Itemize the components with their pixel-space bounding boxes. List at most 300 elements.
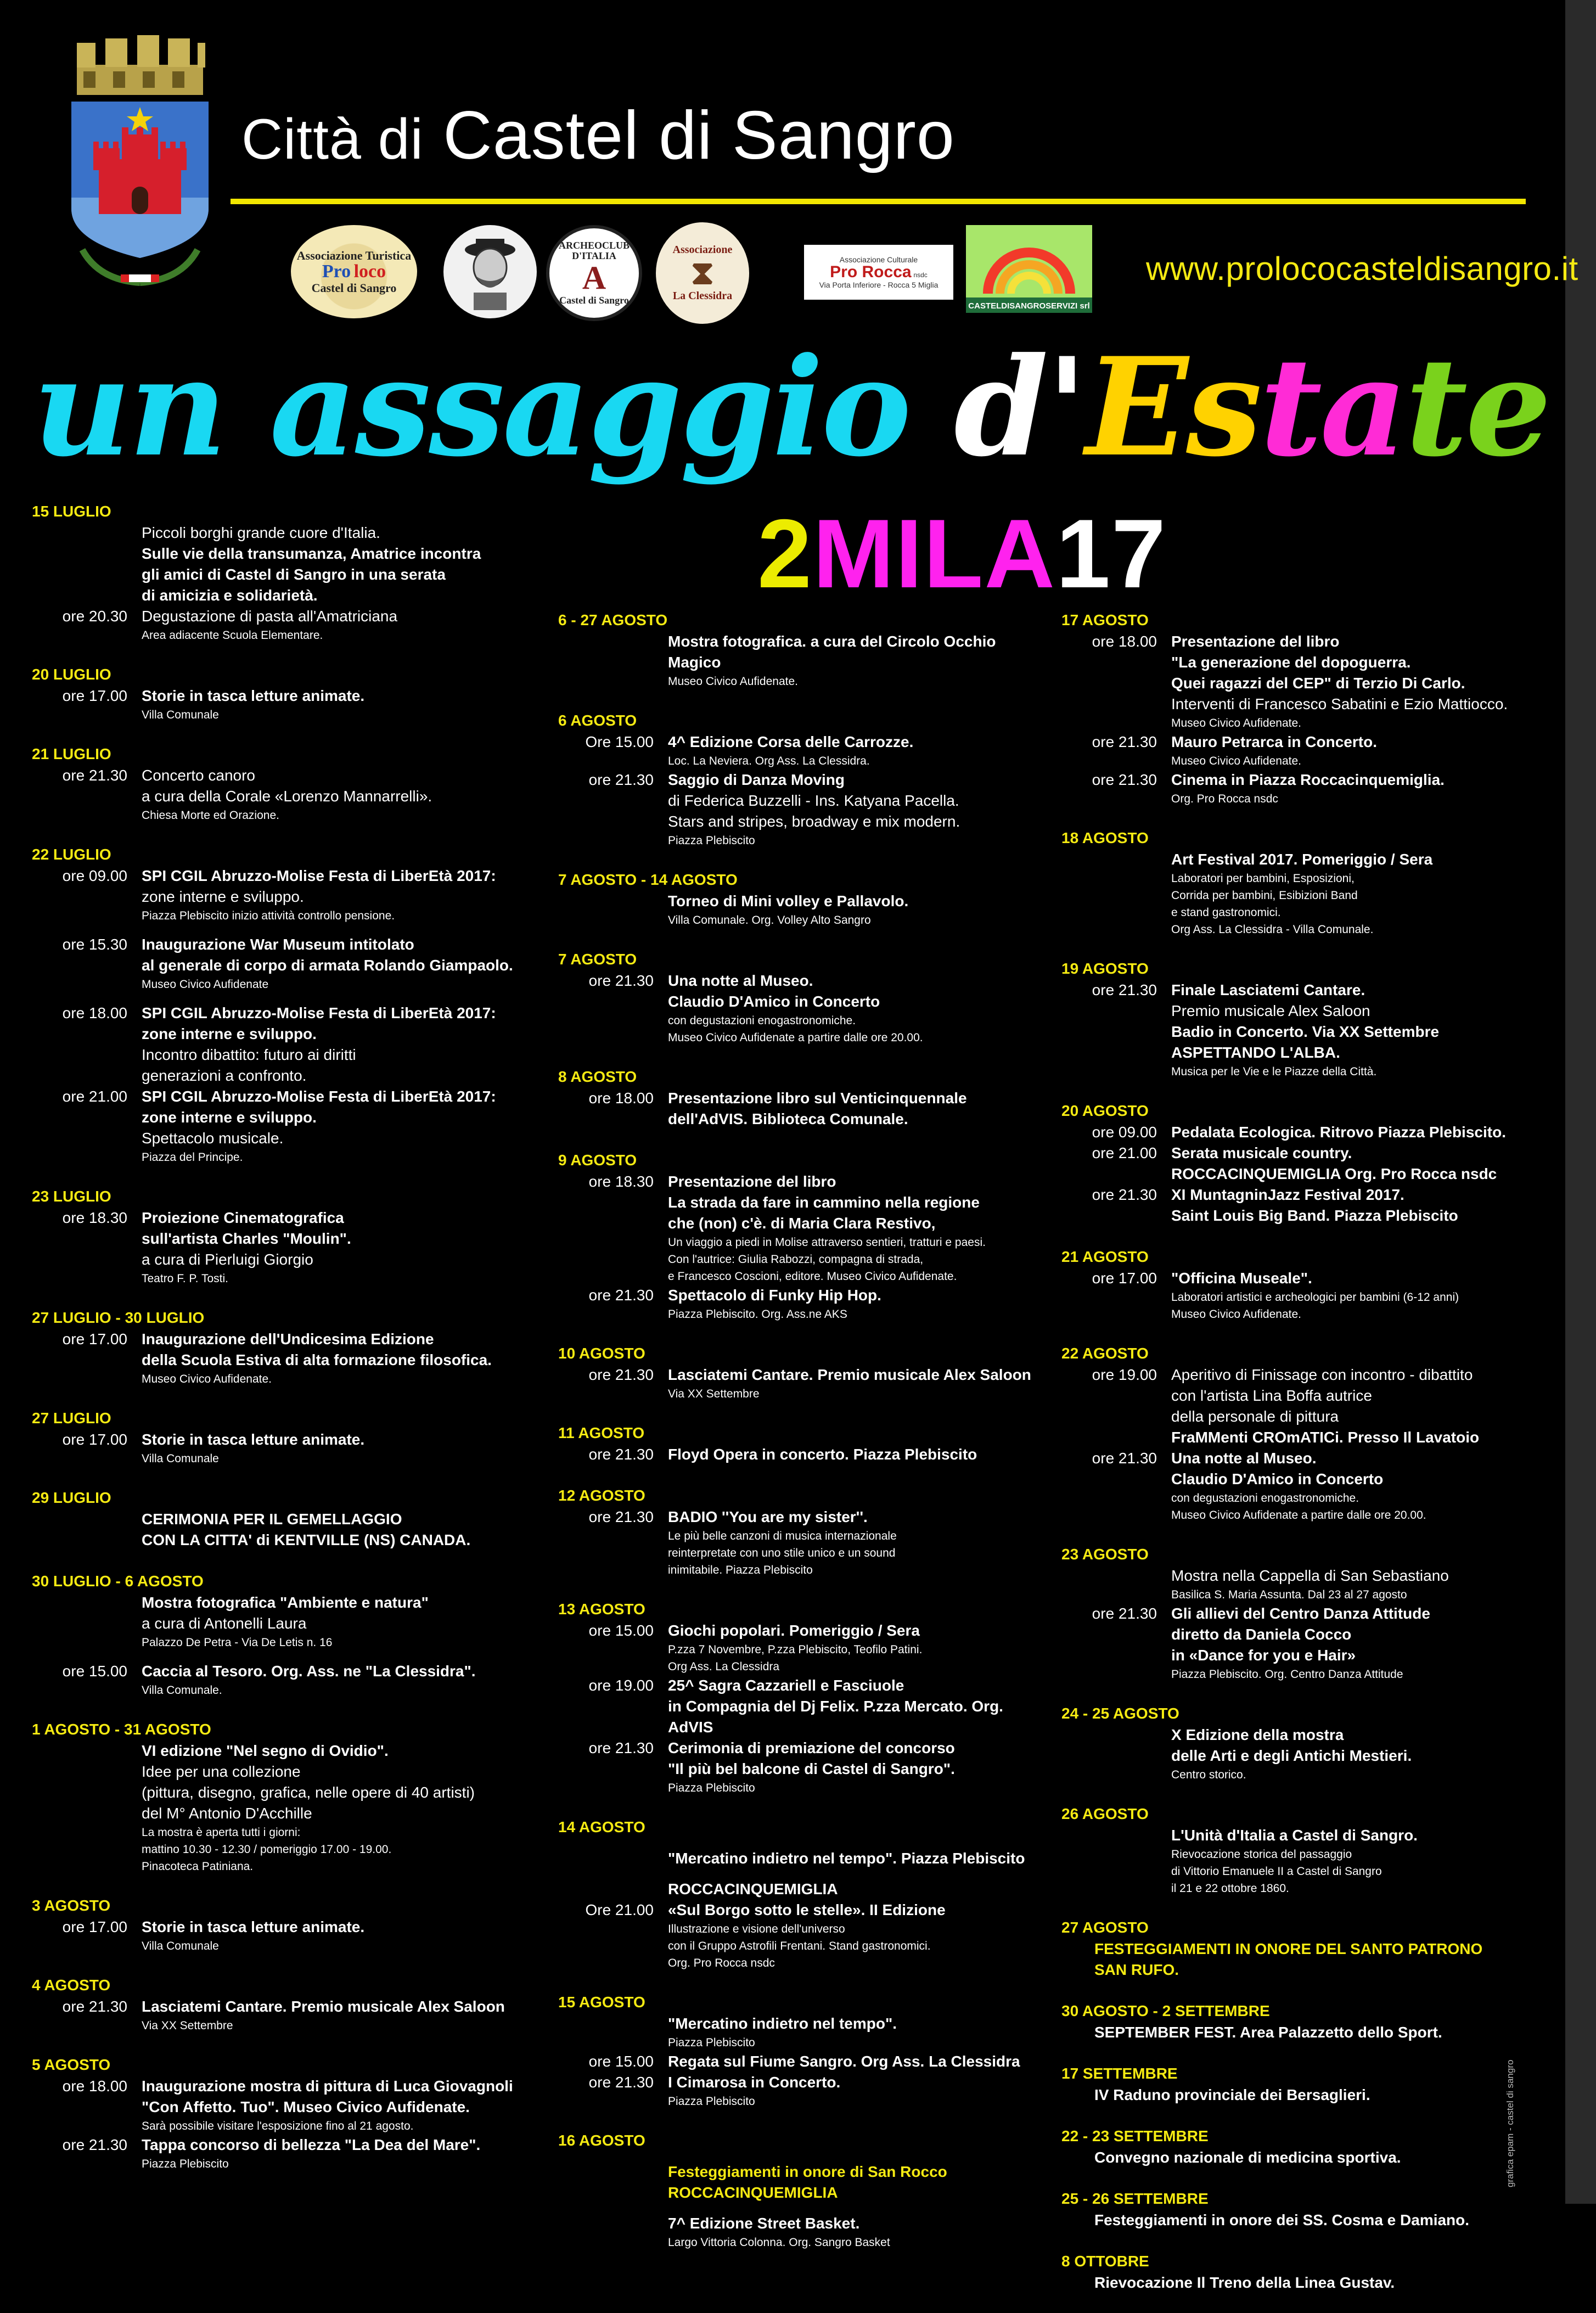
event-row bbox=[558, 970, 1041, 991]
event-block bbox=[32, 844, 515, 1166]
event-text: 4^ Edizione Corsa delle Carrozze. bbox=[668, 733, 914, 750]
spacer bbox=[558, 1838, 1041, 1848]
event-time bbox=[32, 1530, 142, 1551]
event-row bbox=[558, 1088, 1041, 1109]
event-text: Villa Comunale. Org. Volley Alto Sangro bbox=[668, 914, 871, 927]
event-text: Cinema in Piazza Roccacinquemiglia. bbox=[1171, 771, 1445, 788]
event-text: SEPTEMBER FEST. Area Palazzetto dello Sport. bbox=[1094, 2024, 1442, 2041]
event-text: Mauro Petrarca in Concerto. bbox=[1171, 733, 1377, 750]
event-block bbox=[1061, 2125, 1544, 2168]
event-text: Piazza Plebiscito. Org. Ass.ne AKS bbox=[668, 1308, 847, 1321]
event-text: Museo Civico Aufidenate bbox=[142, 978, 269, 991]
spacer bbox=[558, 1869, 1041, 1879]
event-time: ore 21.00 bbox=[1092, 1144, 1157, 1161]
title-part-5: te bbox=[1405, 328, 1549, 487]
event-time bbox=[558, 1658, 668, 1675]
event-time bbox=[32, 706, 142, 723]
event-row bbox=[1061, 1725, 1544, 1745]
year-part-3: 17 bbox=[1056, 499, 1167, 608]
event-row bbox=[1061, 887, 1544, 904]
event-row bbox=[32, 543, 515, 564]
event-time: ore 17.00 bbox=[62, 687, 127, 704]
event-time bbox=[32, 523, 142, 543]
website-link[interactable]: www.prolococasteldisangro.it bbox=[1146, 250, 1578, 287]
spacer bbox=[558, 2152, 1041, 2162]
event-row bbox=[1061, 2272, 1544, 2293]
event-text: Inaugurazione mostra di pittura di Luca Giovagnoli bbox=[142, 2078, 513, 2095]
event-time: ore 21.30 bbox=[588, 1508, 654, 1525]
event-text: 25^ Sagra Cazzariell e Fasciuole bbox=[668, 1677, 904, 1694]
event-text: FraMMenti CROmATICi. Presso Il Lavatoio bbox=[1171, 1429, 1480, 1446]
event-time: ore 15.30 bbox=[62, 936, 127, 953]
event-time: ore 18.00 bbox=[62, 1004, 127, 1021]
event-time bbox=[32, 2118, 142, 2135]
event-text: Premio musicale Alex Saloon bbox=[1171, 1002, 1370, 1019]
event-time bbox=[1061, 870, 1171, 887]
event-time bbox=[558, 1921, 668, 1938]
event-time bbox=[32, 1858, 142, 1875]
event-text: L'Unità d'Italia a Castel di Sangro. bbox=[1171, 1827, 1418, 1844]
event-text: al generale di corpo di armata Rolando Giampaolo. bbox=[142, 957, 513, 974]
event-row bbox=[558, 631, 1041, 673]
event-text: Saint Louis Big Band. Piazza Plebiscito bbox=[1171, 1207, 1458, 1224]
event-time: ore 17.00 bbox=[62, 1431, 127, 1448]
event-date: 3 AGOSTO bbox=[32, 1897, 111, 1914]
event-time bbox=[32, 1761, 142, 1782]
event-text: Con l'autrice: Giulia Rabozzi, compagna di strada, bbox=[668, 1253, 924, 1266]
spacer bbox=[558, 2203, 1041, 2213]
event-time bbox=[1061, 1427, 1171, 1448]
event-text: Org Ass. La Clessidra bbox=[668, 1660, 780, 1673]
event-time bbox=[558, 2162, 668, 2182]
event-time bbox=[558, 1268, 668, 1285]
event-time: ore 21.30 bbox=[1092, 981, 1157, 998]
event-text: Storie in tasca letture animate. bbox=[142, 1431, 365, 1448]
event-time bbox=[32, 886, 142, 907]
event-row bbox=[1061, 1184, 1544, 1205]
event-title bbox=[33, 328, 1549, 487]
event-text: con il Gruppo Astrofili Frentani. Stand gastronomici. bbox=[668, 1940, 931, 1952]
event-text: Una notte al Museo. bbox=[668, 972, 813, 989]
event-row bbox=[558, 2213, 1041, 2234]
event-row bbox=[32, 1450, 515, 1467]
logo-archeoclub: ARCHEOCLUB D'ITALIA A Castel di Sangro bbox=[546, 225, 642, 321]
event-text: a cura di Antonelli Laura bbox=[142, 1615, 307, 1632]
event-row bbox=[32, 2135, 515, 2155]
event-block bbox=[558, 1485, 1041, 1579]
event-time bbox=[32, 1782, 142, 1803]
event-time bbox=[1061, 1565, 1171, 1586]
event-text: Org. Pro Rocca nsdc bbox=[668, 1957, 775, 1969]
event-time bbox=[558, 1251, 668, 1268]
event-time bbox=[32, 1741, 142, 1761]
event-date: 15 LUGLIO bbox=[32, 503, 111, 520]
event-row bbox=[32, 1613, 515, 1634]
event-text: La mostra è aperta tutti i giorni: bbox=[142, 1826, 301, 1839]
event-row bbox=[1061, 1385, 1544, 1406]
event-row bbox=[558, 2182, 1041, 2203]
event-time bbox=[1061, 1021, 1171, 1042]
event-row bbox=[32, 1429, 515, 1450]
event-block bbox=[1061, 609, 1544, 807]
event-row bbox=[1061, 2210, 1544, 2231]
event-time: ore 18.00 bbox=[588, 1090, 654, 1107]
spacer bbox=[32, 924, 515, 934]
event-row bbox=[1061, 1469, 1544, 1490]
event-text: reinterpretate con uno stile unico e un sound bbox=[668, 1547, 896, 1559]
event-date: 9 AGOSTO bbox=[558, 1152, 637, 1169]
event-text: di Vittorio Emanuele II a Castel di Sangro bbox=[1171, 1865, 1382, 1878]
event-year bbox=[757, 499, 1167, 608]
event-row bbox=[558, 1675, 1041, 1696]
event-row bbox=[558, 912, 1041, 929]
event-time bbox=[1061, 1825, 1171, 1846]
event-time bbox=[558, 1779, 668, 1796]
event-text: Inaugurazione dell'Undicesima Edizione bbox=[142, 1330, 434, 1348]
event-time: ore 21.30 bbox=[1092, 771, 1157, 788]
event-text: ROCCACINQUEMIGLIA bbox=[668, 2184, 838, 2201]
event-time bbox=[32, 1270, 142, 1287]
event-block bbox=[1061, 1246, 1544, 1323]
event-row bbox=[32, 907, 515, 924]
event-block bbox=[558, 710, 1041, 849]
event-time bbox=[32, 976, 142, 993]
event-row bbox=[32, 2118, 515, 2135]
event-row bbox=[1061, 1603, 1544, 1624]
event-row bbox=[32, 1128, 515, 1149]
event-row bbox=[32, 1824, 515, 1841]
event-row bbox=[1061, 1624, 1544, 1645]
event-row bbox=[1061, 921, 1544, 938]
event-date: 14 AGOSTO bbox=[558, 1818, 645, 1835]
event-date: 15 AGOSTO bbox=[558, 1994, 645, 2011]
event-row bbox=[1061, 870, 1544, 887]
event-time bbox=[32, 1682, 142, 1699]
event-time bbox=[558, 2034, 668, 2051]
event-time: ore 15.00 bbox=[588, 1622, 654, 1639]
event-time bbox=[558, 790, 668, 811]
event-row bbox=[32, 1228, 515, 1249]
event-time bbox=[32, 1371, 142, 1388]
event-text: Centro storico. bbox=[1171, 1769, 1246, 1781]
event-text: Museo Civico Aufidenate. bbox=[1171, 755, 1301, 767]
event-text: Incontro dibattito: futuro ai diritti bbox=[142, 1046, 356, 1063]
event-text: Villa Comunale bbox=[142, 709, 219, 721]
event-text: ROCCACINQUEMIGLIA bbox=[668, 1880, 838, 1897]
event-row bbox=[32, 1682, 515, 1699]
event-text: Inaugurazione War Museum intitolato bbox=[142, 936, 414, 953]
event-block bbox=[32, 2054, 515, 2172]
event-time bbox=[32, 543, 142, 564]
event-text: Villa Comunale bbox=[142, 1452, 219, 1465]
event-row bbox=[1061, 1268, 1544, 1289]
event-text: Storie in tasca letture animate. bbox=[142, 687, 365, 704]
event-time: ore 21.30 bbox=[588, 1739, 654, 1756]
event-time bbox=[558, 631, 668, 673]
event-block bbox=[32, 1487, 515, 1551]
event-text: P.zza 7 Novembre, P.zza Plebiscito, Teofilo Patini. bbox=[668, 1643, 923, 1656]
event-row bbox=[1061, 1063, 1544, 1080]
event-text: Claudio D'Amico in Concerto bbox=[1171, 1470, 1384, 1487]
event-text: Laboratori per bambini, Esposizioni, bbox=[1171, 872, 1355, 885]
event-text: Spettacolo di Funky Hip Hop. bbox=[668, 1287, 881, 1304]
event-time bbox=[558, 2213, 668, 2234]
event-text: VI edizione "Nel segno di Ovidio". bbox=[142, 1742, 389, 1759]
event-text: Piccoli borghi grande cuore d'Italia. bbox=[142, 524, 380, 541]
event-time bbox=[1061, 1586, 1171, 1603]
event-text: Corrida per bambini, Esibizioni Band bbox=[1171, 889, 1358, 902]
event-row bbox=[1061, 732, 1544, 753]
event-time: ore 21.30 bbox=[588, 1366, 654, 1383]
event-date: 6 AGOSTO bbox=[558, 712, 637, 729]
event-row bbox=[558, 1385, 1041, 1402]
event-row bbox=[32, 564, 515, 585]
event-block bbox=[558, 2130, 1041, 2251]
schedule-column-2 bbox=[558, 609, 1041, 2271]
event-row bbox=[32, 686, 515, 706]
event-row bbox=[32, 2155, 515, 2172]
event-block bbox=[32, 1407, 515, 1467]
event-text: Mostra fotografica. a cura del Circolo Occhio Magico bbox=[668, 633, 996, 671]
event-text: SPI CGIL Abruzzo-Molise Festa di LiberEtà 2017: bbox=[142, 1088, 496, 1105]
event-time bbox=[32, 1024, 142, 1045]
event-text: con l'artista Lina Boffa autrice bbox=[1171, 1387, 1372, 1404]
event-text: e Francesco Coscioni, editore. Museo Civico Aufidenate. bbox=[668, 1270, 957, 1283]
event-row bbox=[1061, 1448, 1544, 1469]
event-row bbox=[32, 1592, 515, 1613]
event-time bbox=[32, 585, 142, 606]
event-time bbox=[32, 627, 142, 644]
event-time bbox=[558, 1306, 668, 1323]
header-rule bbox=[231, 199, 1526, 204]
event-row bbox=[558, 1779, 1041, 1796]
event-text: del M° Antonio D'Acchille bbox=[142, 1805, 312, 1822]
event-row bbox=[32, 1938, 515, 1955]
event-block bbox=[1061, 1100, 1544, 1226]
event-date: 23 LUGLIO bbox=[32, 1188, 111, 1205]
event-time bbox=[32, 1509, 142, 1530]
event-time bbox=[558, 1109, 668, 1130]
event-text: Villa Comunale. bbox=[142, 1684, 222, 1697]
logo-pro-loco: Associazione Turistica Pro loco Castel di Sangro bbox=[291, 225, 417, 318]
event-time bbox=[32, 1450, 142, 1467]
event-date: 25 - 26 SETTEMBRE bbox=[1061, 2190, 1209, 2207]
event-text: Lasciatemi Cantare. Premio musicale Alex Saloon bbox=[142, 1998, 505, 2015]
event-row bbox=[32, 1782, 515, 1803]
event-text: Una notte al Museo. bbox=[1171, 1450, 1317, 1467]
event-time bbox=[32, 907, 142, 924]
event-time bbox=[558, 673, 668, 690]
event-date: 22 LUGLIO bbox=[32, 846, 111, 863]
schedule-column-3 bbox=[1061, 609, 1544, 2313]
event-time bbox=[32, 786, 142, 807]
event-time bbox=[558, 1234, 668, 1251]
event-block bbox=[558, 1066, 1041, 1130]
event-row bbox=[1061, 1490, 1544, 1507]
event-row bbox=[558, 2234, 1041, 2251]
event-time bbox=[558, 2093, 668, 2110]
event-text: Mostra nella Cappella di San Sebastiano bbox=[1171, 1567, 1449, 1584]
event-row bbox=[1061, 770, 1544, 790]
event-text: Regata sul Fiume Sangro. Org Ass. La Clessidra bbox=[668, 2053, 1020, 2070]
event-time bbox=[1061, 790, 1171, 807]
event-row bbox=[558, 1658, 1041, 1675]
event-text: Piazza Plebiscito bbox=[668, 834, 755, 847]
event-row bbox=[1061, 631, 1544, 652]
event-block bbox=[558, 1422, 1041, 1465]
event-time bbox=[32, 2155, 142, 2172]
event-text: Storie in tasca letture animate. bbox=[142, 1918, 365, 1935]
event-row bbox=[558, 1848, 1041, 1869]
city-name: Castel di Sangro bbox=[443, 98, 955, 173]
event-text: Badio in Concerto. Via XX Settembre bbox=[1171, 1023, 1440, 1040]
event-time bbox=[558, 2234, 668, 2251]
event-row bbox=[32, 2076, 515, 2097]
event-text: gli amici di Castel di Sangro in una serata bbox=[142, 566, 446, 583]
event-row bbox=[1061, 1766, 1544, 1783]
event-date: 11 AGOSTO bbox=[558, 1424, 645, 1441]
event-text: delle Arti e degli Antichi Mestieri. bbox=[1171, 1747, 1412, 1764]
event-row bbox=[558, 1012, 1041, 1029]
event-time bbox=[1061, 1001, 1171, 1021]
event-date: 18 AGOSTO bbox=[1061, 829, 1149, 846]
event-row bbox=[558, 1759, 1041, 1779]
event-row bbox=[32, 606, 515, 627]
logo-portrait-icon bbox=[443, 225, 537, 318]
event-text: SPI CGIL Abruzzo-Molise Festa di LiberEtà 2017: bbox=[142, 867, 496, 884]
event-time: ore 18.00 bbox=[62, 2078, 127, 2095]
event-row bbox=[558, 832, 1041, 849]
event-row bbox=[558, 1306, 1041, 1323]
event-text: Saggio di Danza Moving bbox=[668, 771, 845, 788]
event-row bbox=[558, 1528, 1041, 1545]
right-edge-bar bbox=[1565, 0, 1596, 2204]
event-time bbox=[32, 1803, 142, 1824]
event-row bbox=[1061, 849, 1544, 870]
event-time: Ore 15.00 bbox=[585, 733, 654, 750]
event-text: Museo Civico Aufidenate. bbox=[1171, 717, 1301, 729]
event-block bbox=[558, 1598, 1041, 1796]
event-text: Festeggiamenti in onore di San Rocco bbox=[668, 2163, 947, 2180]
event-date: 27 LUGLIO - 30 LUGLIO bbox=[32, 1309, 205, 1326]
event-text: Illustrazione e visione dell'universo bbox=[668, 1923, 845, 1935]
event-text: Chiesa Morte ed Orazione. bbox=[142, 809, 279, 822]
event-time bbox=[1061, 1306, 1171, 1323]
event-text: La strada da fare in cammino nella regione bbox=[668, 1194, 980, 1211]
event-time: Ore 21.00 bbox=[585, 1901, 654, 1918]
event-time bbox=[1061, 1645, 1171, 1666]
event-text: Piazza Plebiscito inizio attività controllo pensione. bbox=[142, 910, 395, 922]
event-time: ore 17.00 bbox=[62, 1918, 127, 1935]
event-row bbox=[558, 1545, 1041, 1562]
event-time: ore 21.30 bbox=[588, 771, 654, 788]
event-row bbox=[558, 2072, 1041, 2093]
event-time: ore 19.00 bbox=[588, 1677, 654, 1694]
event-time bbox=[1061, 1725, 1171, 1745]
event-row bbox=[32, 1024, 515, 1045]
event-row bbox=[32, 1208, 515, 1228]
event-time bbox=[32, 1249, 142, 1270]
event-time bbox=[1061, 1063, 1171, 1080]
event-text: Area adiacente Scuola Elementare. bbox=[142, 629, 323, 642]
event-text: a cura di Pierluigi Giorgio bbox=[142, 1251, 313, 1268]
event-time bbox=[32, 1107, 142, 1128]
year-part-2: MILA bbox=[813, 499, 1056, 608]
event-row bbox=[558, 1641, 1041, 1658]
event-row bbox=[558, 1620, 1041, 1641]
event-text: Giochi popolari. Pomeriggio / Sera bbox=[668, 1622, 920, 1639]
event-text: in «Dance for you e Hair» bbox=[1171, 1647, 1356, 1664]
event-date: 27 LUGLIO bbox=[32, 1410, 111, 1427]
event-time bbox=[1061, 921, 1171, 938]
event-block bbox=[32, 501, 515, 644]
title-part-3: Es bbox=[1085, 328, 1260, 487]
event-row bbox=[558, 770, 1041, 790]
event-row bbox=[32, 585, 515, 606]
event-row bbox=[32, 1634, 515, 1651]
event-row bbox=[32, 1371, 515, 1388]
event-text: Palazzo De Petra - Via De Letis n. 16 bbox=[142, 1636, 333, 1649]
event-date: 21 AGOSTO bbox=[1061, 1248, 1149, 1265]
event-time: ore 21.30 bbox=[588, 972, 654, 989]
event-row bbox=[1061, 1863, 1544, 1880]
event-date: 7 AGOSTO - 14 AGOSTO bbox=[558, 871, 738, 888]
event-text: "Mercatino indietro nel tempo". Piazza Plebiscito bbox=[668, 1850, 1025, 1867]
event-text: Floyd Opera in concerto. Piazza Plebiscito bbox=[668, 1446, 977, 1463]
event-time: ore 21.30 bbox=[1092, 1605, 1157, 1622]
event-block bbox=[558, 869, 1041, 929]
event-row bbox=[1061, 1846, 1544, 1863]
event-time bbox=[1061, 753, 1171, 770]
event-row bbox=[32, 1530, 515, 1551]
event-time: ore 17.00 bbox=[62, 1330, 127, 1348]
event-row bbox=[558, 790, 1041, 811]
event-text: zone interne e sviluppo. bbox=[142, 1025, 317, 1042]
event-time: ore 09.00 bbox=[62, 867, 127, 884]
event-text: Museo Civico Aufidenate a partire dalle ore 20.00. bbox=[1171, 1509, 1426, 1522]
event-time: ore 18.30 bbox=[588, 1173, 654, 1190]
event-text: "Con Affetto. Tuo". Museo Civico Aufidenate. bbox=[142, 2098, 470, 2115]
event-text: Convegno nazionale di medicina sportiva. bbox=[1094, 2149, 1401, 2166]
event-row bbox=[558, 1955, 1041, 1972]
event-row bbox=[558, 1444, 1041, 1465]
event-time: ore 15.00 bbox=[62, 1663, 127, 1680]
event-row bbox=[1061, 753, 1544, 770]
event-text: «Sul Borgo sotto le stelle». II Edizione bbox=[668, 1901, 946, 1918]
event-text: Finale Lasciatemi Cantare. bbox=[1171, 981, 1365, 998]
event-text: X Edizione della mostra bbox=[1171, 1726, 1344, 1743]
event-row bbox=[32, 955, 515, 976]
event-row bbox=[32, 1329, 515, 1350]
event-row bbox=[32, 1841, 515, 1858]
event-text: "Il più bel balcone di Castel di Sangro". bbox=[668, 1760, 955, 1777]
event-text: I Cimarosa in Concerto. bbox=[668, 2074, 841, 2091]
event-row bbox=[32, 1086, 515, 1107]
event-text: Pinacoteca Patiniana. bbox=[142, 1860, 254, 1873]
event-row bbox=[1061, 1880, 1544, 1897]
event-row bbox=[558, 891, 1041, 912]
event-text: Torneo di Mini volley e Pallavolo. bbox=[668, 892, 909, 910]
event-text: sull'artista Charles "Moulin". bbox=[142, 1230, 351, 1247]
event-row bbox=[32, 1350, 515, 1371]
event-text: in Compagnia del Dj Felix. P.zza Mercato. Org. AdVIS bbox=[668, 1698, 1003, 1736]
event-date: 1 AGOSTO - 31 AGOSTO bbox=[32, 1721, 211, 1738]
event-time bbox=[1061, 673, 1171, 694]
event-text: Piazza Plebiscito bbox=[668, 1782, 755, 1794]
event-row bbox=[1061, 1960, 1544, 1980]
event-date: 8 AGOSTO bbox=[558, 1068, 637, 1085]
event-row bbox=[1061, 1143, 1544, 1164]
